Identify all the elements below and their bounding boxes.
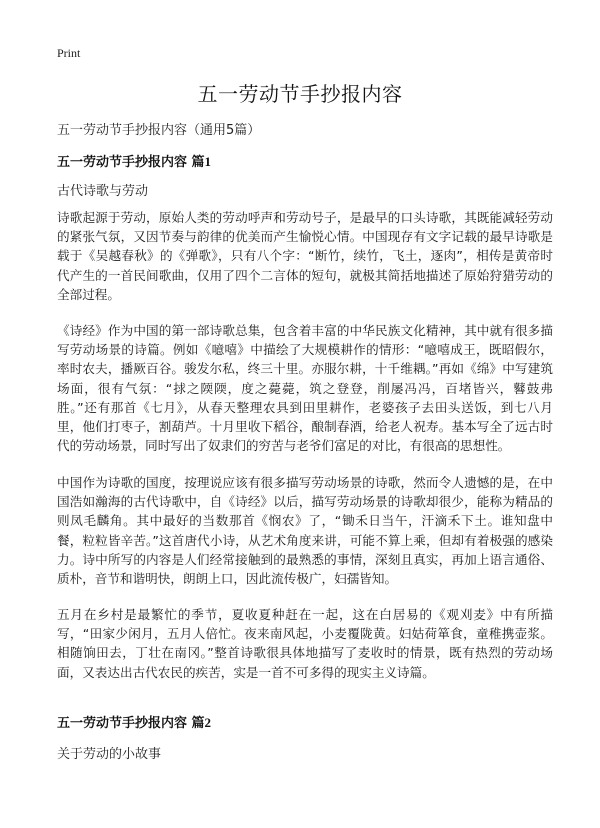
paragraph: 诗歌起源于劳动，原始人类的劳动呼声和劳动号子，是最早的口头诗歌，其既能减轻劳动的紧张气氛，又因节奏与韵律的优美而产生愉悦心情。中国现存有文字记载的最早诗歌是载于《吴越春秋》的《弹歌》，只有八个字：“断竹，续竹，飞土，逐肉”，相传是黄帝时代产生的一首民间歌曲，仅用了四个二言体的短句，就极其简括地描述了原始狩猎劳动的全部过程。 [57, 210, 553, 302]
print-link[interactable]: Print [57, 46, 81, 60]
section-heading-2 [57, 712, 211, 731]
section-heading-1 [57, 151, 211, 170]
section-intro-2: 关于劳动的小故事 [57, 747, 162, 762]
paragraph: 《诗经》作为中国的第一部诗歌总集，包含着丰富的中华民族文化精神，其中就有很多描写劳动场景的诗篇。例如《噫嘻》中描绘了大规模耕作的情形：“噫嘻成王，既昭假尔，率时农夫，播厥百谷。骏发尔私，终三十里。亦服尔耕，十千维耦。”再如《绵》中写建筑场面，很有气氛：“捄之陾陾，度之薨薨，筑之登登，削屡冯冯，百堵皆兴，鼛鼓弗胜。”还有那首《七月》，从春天整理农具到田里耕作，老婆孩子去田头送饭，到七八月里，他们打枣子，割葫芦。十月里收下稻谷，酿制春酒，给老人祝寿。基本写全了远古时代的劳动场景，同时写出了奴隶们的穷苦与老爷们富足的对比，有很高的思想性。 [57, 323, 553, 454]
document-subtitle: 五一劳动节手抄报内容（通用5篇） [57, 123, 261, 138]
section-heading-number: 2 [204, 715, 212, 730]
paragraph: 中国作为诗歌的国度，按理说应该有很多描写劳动场景的诗歌，然而令人遗憾的是，在中国浩如瀚海的古代诗歌中，自《诗经》以后，描写劳动场景的诗歌却很少，能称为精品的则凤毛麟角。其中最好的当数那首《悯农》了，“锄禾日当午，汗滴禾下土。谁知盘中餐，粒粒皆辛苦。”这首唐代小诗，从艺术角度来讲，可能不算上乘，但却有着极强的感染力。诗中所写的内容是人们经常接触到的最熟悉的事情，深刻且真实，再加上语言通俗、质朴，音节和谐明快，朗朗上口，因此流传极广，妇孺皆知。 [57, 475, 553, 587]
section-heading-number: 1 [204, 154, 212, 169]
paragraph: 五月在乡村是最繁忙的季节，夏收夏种赶在一起，这在白居易的《观刈麦》中有所描写，“田家少闲月，五月人倍忙。夜来南风起，小麦覆陇黄。妇姑荷箪食，童稚携壶浆。相随饷田去，丁壮在南冈。”整首诗歌很具体地描写了麦收时的情景，既有热烈的劳动场面，又表达出古代农民的疾苦，实是一首不可多得的现实主义诗篇。 [57, 607, 553, 680]
section-heading-text: 五一劳动节手抄报内容 篇 [57, 155, 205, 170]
section-heading-text: 五一劳动节手抄报内容 篇 [57, 716, 205, 731]
document-title: 五一劳动节手抄报内容 [197, 82, 403, 106]
section-intro-1: 古代诗歌与劳动 [57, 184, 149, 199]
